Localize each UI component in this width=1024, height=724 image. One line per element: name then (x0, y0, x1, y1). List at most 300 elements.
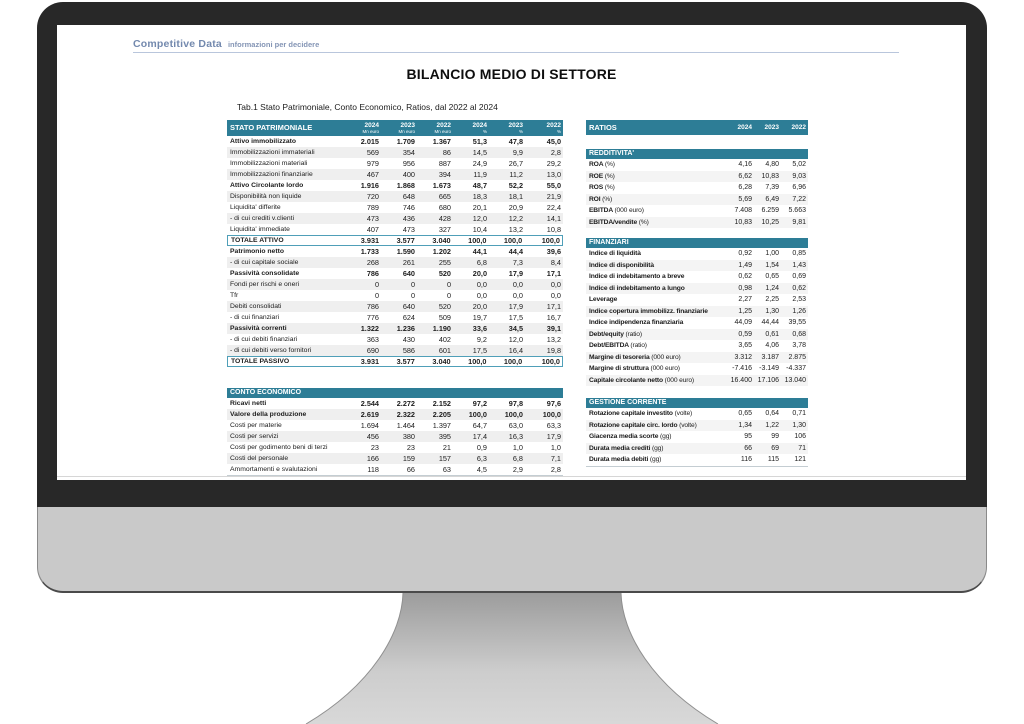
cell-value: 2.619 (360, 410, 379, 419)
column-year: 2024 (737, 124, 752, 131)
row-label: Disponibilità non liquide (230, 193, 302, 200)
cell-value: 10,8 (546, 225, 561, 234)
cell-value: 7,39 (765, 184, 779, 191)
row-label-suffix: (ratio) (630, 342, 647, 349)
cell-value: 14,1 (546, 214, 561, 223)
cell-value: 20,9 (508, 203, 523, 212)
table-row (586, 182, 808, 194)
cell-value: 3.577 (396, 357, 415, 366)
column-unit: % (556, 128, 561, 134)
cell-value: 7,1 (550, 454, 561, 463)
cell-value: 690 (366, 346, 379, 355)
column-header (345, 120, 381, 136)
cell-value: 2.205 (432, 410, 451, 419)
cell-value: 100,0 (541, 357, 560, 366)
row-label: Costi per materie (230, 422, 282, 429)
table-row (227, 246, 563, 257)
table-row (586, 283, 808, 295)
cell-value: 9,2 (476, 335, 487, 344)
table-row (586, 454, 808, 466)
table-header-bar (227, 120, 563, 136)
cell-value: 44,09 (734, 319, 752, 326)
table-row (586, 363, 808, 375)
table-title: STATO PATRIMONIALE (230, 123, 313, 132)
row-label-suffix: (volte) (674, 410, 693, 417)
cell-value: 17,9 (546, 432, 561, 441)
sheet-bottom-edge (57, 476, 966, 477)
cell-value: 100,0 (542, 410, 561, 419)
cell-value: 16,3 (508, 432, 523, 441)
table-row (227, 268, 563, 279)
table-subtitle: Tab.1 Stato Patrimoniale, Conto Economico, Ratios, dal 2022 al 2024 (237, 102, 498, 112)
cell-value: 9,03 (792, 172, 806, 180)
row-label: Immobilizzazioni immateriali (230, 149, 315, 156)
row-label-suffix: (volte) (679, 421, 697, 429)
cell-value: 11,2 (509, 170, 523, 179)
cell-value: 4,80 (765, 161, 779, 168)
row-label: TOTALE ATTIVO (231, 237, 284, 244)
section-title: FINANZIARI (586, 238, 808, 248)
cell-value: 97,6 (546, 399, 561, 408)
cell-value: 509 (438, 313, 451, 322)
table-row (586, 260, 808, 272)
cell-value: 6,62 (738, 172, 752, 180)
table-row (586, 306, 808, 318)
cell-value: 5,02 (792, 161, 806, 168)
cell-value: 255 (438, 258, 451, 267)
cell-value: 116 (740, 456, 752, 463)
cell-value: 473 (366, 214, 379, 223)
row-label-suffix: (gg) (660, 433, 672, 440)
table-row (227, 442, 563, 453)
cell-value: 11,9 (473, 170, 487, 179)
cell-value: 0,68 (792, 330, 806, 338)
cell-value: 100,0 (468, 357, 487, 366)
row-label: Ricavi netti (230, 400, 267, 407)
row-label-suffix: (000 euro) (664, 376, 694, 384)
cell-value: 1,54 (765, 261, 779, 269)
column-unit: % (482, 128, 487, 134)
cell-value: 601 (438, 346, 451, 355)
cell-value: 1,0 (550, 443, 561, 452)
row-label: Margine di struttura (000 euro) (589, 365, 680, 372)
cell-value: 26,7 (508, 159, 523, 168)
cell-value: 9,81 (792, 218, 806, 226)
cell-value: 0,71 (792, 410, 806, 417)
cell-value: 17,5 (508, 313, 523, 322)
cell-value: 363 (366, 335, 379, 344)
cell-value: 680 (438, 203, 451, 212)
row-label: Indice di indebitamento a breve (589, 273, 685, 280)
cell-value: -4.337 (786, 365, 806, 372)
cell-value: 51,3 (472, 137, 487, 146)
cell-value: 44,1 (472, 247, 487, 256)
table-row (227, 224, 563, 235)
cell-value: 44,4 (508, 247, 523, 256)
cell-value: 71 (798, 444, 806, 452)
cell-value: 95 (744, 433, 752, 440)
row-label: Indice di liquidità (589, 250, 641, 257)
cell-value: 0 (410, 291, 415, 300)
column-year: 2023 (508, 121, 523, 129)
cell-value: 17,9 (508, 302, 523, 311)
cell-value: 640 (402, 269, 415, 278)
row-label: Fondi per rischi e oneri (230, 281, 300, 288)
table-row (227, 301, 563, 312)
row-label: TOTALE PASSIVO (231, 358, 290, 365)
cell-value: 3.312 (734, 353, 752, 361)
cell-value: 789 (366, 203, 379, 212)
table-row (586, 271, 808, 283)
cell-value: -7.416 (732, 365, 752, 372)
row-label: Immobilizzazioni materiali (230, 160, 308, 167)
cell-value: 436 (402, 214, 415, 223)
cell-value: 17,1 (546, 269, 561, 278)
cell-value: 6,8 (476, 258, 487, 267)
cell-value: 473 (402, 225, 415, 234)
row-label: Costi del personale (230, 455, 289, 462)
row-label: Capitale circolante netto (000 euro) (589, 376, 694, 384)
cell-value: 10,25 (761, 218, 779, 226)
table-row (227, 180, 563, 191)
cell-value: 0,62 (738, 273, 752, 280)
column-year: 2022 (436, 121, 451, 129)
cell-value: 5.663 (788, 207, 806, 214)
cell-value: 100,0 (504, 410, 523, 419)
cell-value: 45,0 (546, 137, 561, 146)
table-row (586, 294, 808, 306)
cell-value: 0,65 (738, 410, 752, 417)
cell-value: 17,4 (472, 432, 487, 441)
cell-value: 166 (366, 454, 379, 463)
cell-value: 2.875 (788, 353, 806, 361)
cell-value: 6,96 (792, 184, 806, 191)
table-row (227, 409, 563, 420)
cell-value: 956 (402, 159, 415, 168)
cell-value: 380 (402, 432, 415, 441)
cell-value: 64,7 (472, 421, 487, 430)
table-row (586, 248, 808, 260)
cell-value: 99 (771, 433, 779, 440)
row-label: Indice indipendenza finanziaria (589, 319, 684, 326)
cell-value: 0 (374, 280, 379, 289)
cell-value: 86 (442, 148, 451, 157)
table-row (227, 453, 563, 464)
cell-value: 776 (366, 313, 379, 322)
column-year: 2023 (400, 121, 415, 129)
cell-value: 16.400 (730, 376, 752, 384)
cell-value: 16,4 (508, 346, 523, 355)
row-label: Attivo Circolante lordo (230, 182, 304, 189)
cell-value: 402 (438, 335, 451, 344)
row-label: - di cui crediti v.clienti (230, 215, 295, 222)
cell-value: 7,3 (512, 258, 523, 267)
cell-value: 63,3 (546, 421, 561, 430)
cell-value: 3,78 (792, 342, 806, 349)
cell-value: 887 (438, 159, 451, 168)
cell-value: 23 (406, 443, 415, 452)
cell-value: 6.259 (761, 207, 779, 214)
row-label-suffix: (%) (638, 218, 649, 226)
cell-value: 10,83 (734, 218, 752, 226)
row-label: Indice di disponibilità (589, 261, 654, 269)
cell-value: 100,0 (503, 236, 523, 245)
table-row (227, 323, 563, 334)
row-label: Ammortamenti e svalutazioni (230, 466, 318, 473)
row-label: ROA (%) (589, 161, 615, 168)
row-label: Indice copertura immobilizz. finanziarie (589, 307, 708, 315)
cell-value: 10,4 (472, 225, 487, 234)
cell-value: 9,9 (512, 148, 523, 157)
row-label: EBITDA/vendite (%) (589, 218, 649, 226)
cell-value: 720 (366, 192, 379, 201)
cell-value: 4,5 (476, 465, 487, 474)
cell-value: 979 (366, 159, 379, 168)
cell-value: 569 (366, 148, 379, 157)
cell-value: 20,0 (472, 302, 487, 311)
table-row (227, 464, 563, 475)
row-label: Valore della produzione (230, 411, 307, 418)
table-row (586, 375, 808, 387)
table-row (586, 171, 808, 183)
cell-value: 354 (402, 148, 415, 157)
cell-value: 97,2 (472, 399, 487, 408)
row-label: ROE (%) (589, 172, 615, 180)
cell-value: 746 (402, 203, 415, 212)
cell-value: 3.577 (396, 236, 415, 245)
table-row (227, 290, 563, 301)
cell-value: 20,1 (472, 203, 487, 212)
row-label: Costi per godimento beni di terzi (230, 444, 328, 451)
table-row (227, 158, 563, 169)
cell-value: 1,26 (792, 307, 806, 315)
row-label: - di cui capitale sociale (230, 259, 299, 266)
column-year: 2022 (546, 121, 561, 129)
monitor-chin (37, 507, 987, 593)
cell-value: 6,28 (738, 184, 752, 191)
cell-value: 12,0 (472, 214, 487, 223)
cell-value: 19,7 (472, 313, 487, 322)
row-label: ROS (%) (589, 184, 615, 191)
cell-value: 13,2 (508, 225, 523, 234)
cell-value: 1.733 (360, 247, 379, 256)
cell-value: 0,0 (476, 280, 487, 289)
row-label-suffix: (gg) (652, 444, 664, 452)
row-label: Durata media debiti (gg) (589, 456, 662, 463)
cell-value: 394 (438, 170, 451, 179)
cell-value: 1,00 (765, 250, 779, 257)
row-label-suffix: (%) (604, 184, 615, 191)
cell-value: 640 (402, 302, 415, 311)
cell-value: 7,22 (792, 195, 806, 203)
row-label: Liquidita' immediate (230, 226, 290, 233)
row-label: Debt/equity (ratio) (589, 330, 642, 338)
table-title: RATIOS (589, 123, 617, 132)
row-label-suffix: (ratio) (625, 330, 642, 338)
row-label: Patrimonio netto (230, 248, 284, 255)
cell-value: 0,65 (765, 273, 779, 280)
row-label: Debt/EBITDA (ratio) (589, 342, 647, 349)
row-label: Tfr (230, 292, 239, 299)
cell-value: 624 (402, 313, 415, 322)
row-label: - di cui finanziari (230, 314, 280, 321)
cell-value: 327 (438, 225, 451, 234)
cell-value: 3.040 (432, 357, 451, 366)
cell-value: 1.322 (360, 324, 379, 333)
cell-value: 100,0 (541, 236, 560, 245)
cell-value: 268 (366, 258, 379, 267)
cell-value: 21 (442, 443, 451, 452)
cell-value: 467 (366, 170, 379, 179)
cell-value: 0 (410, 280, 415, 289)
cell-value: 1.916 (360, 181, 379, 190)
cell-value: 6,49 (765, 195, 779, 203)
row-label-suffix: (000 euro) (651, 353, 681, 361)
cell-value: 395 (438, 432, 451, 441)
cell-value: 6,8 (512, 454, 523, 463)
cell-value: 1.202 (432, 247, 451, 256)
row-label-suffix: (%) (602, 195, 613, 203)
cell-value: 428 (438, 214, 451, 223)
cell-value: 121 (794, 456, 806, 463)
cell-value: 0 (446, 280, 451, 289)
cell-value: 0,98 (738, 284, 752, 292)
monitor-screen (57, 25, 966, 480)
table-row (227, 213, 563, 224)
ratios-section (586, 398, 808, 467)
cell-value: 13.040 (784, 376, 806, 384)
table-row (227, 345, 563, 356)
cell-value: 6,3 (476, 454, 487, 463)
cell-value: 18,1 (508, 192, 523, 201)
table-header-bar (586, 120, 808, 135)
row-label: Costi per servizi (230, 433, 279, 440)
table-row (586, 408, 808, 420)
conto-economico-table (227, 388, 563, 476)
row-label-suffix: (%) (604, 161, 615, 168)
cell-value: 1,43 (792, 261, 806, 269)
cell-value: 20,0 (472, 269, 487, 278)
cell-value: 1.709 (396, 137, 415, 146)
cell-value: 17,5 (472, 346, 487, 355)
cell-value: 1.397 (432, 421, 451, 430)
cell-value: 1,24 (765, 284, 779, 292)
cell-value: 1,22 (765, 421, 779, 429)
cell-value: 97,8 (508, 399, 523, 408)
cell-value: 0 (446, 291, 451, 300)
row-label: Rotazione capitale investito (volte) (589, 410, 693, 417)
cell-value: 786 (366, 302, 379, 311)
cell-value: 3,65 (738, 342, 752, 349)
monitor (37, 2, 987, 593)
cell-value: 407 (366, 225, 379, 234)
cell-value: 1.236 (396, 324, 415, 333)
table-row (227, 235, 563, 246)
column-unit: Mn euro (362, 128, 379, 134)
cell-value: 23 (370, 443, 379, 452)
brand-rule (133, 52, 899, 53)
cell-value: 786 (366, 269, 379, 278)
cell-value: 2,9 (512, 465, 523, 474)
row-label: - di cui debiti verso fornitori (230, 347, 312, 354)
cell-value: 100,0 (468, 410, 487, 419)
cell-value: 0 (374, 291, 379, 300)
table-row (227, 191, 563, 202)
ratios-section (586, 238, 808, 386)
section-title: GESTIONE CORRENTE (586, 398, 808, 408)
table-row (586, 340, 808, 352)
table-row (227, 356, 563, 367)
cell-value: 29,2 (546, 159, 561, 168)
table-row (586, 431, 808, 443)
cell-value: 115 (767, 456, 779, 463)
cell-value: 2,27 (738, 296, 752, 303)
cell-value: 10,83 (761, 172, 779, 180)
table-row (586, 217, 808, 229)
table-row (586, 352, 808, 364)
cell-value: 0,59 (738, 330, 752, 338)
row-label: Attivo immobilizzato (230, 138, 297, 145)
cell-value: 2.272 (396, 399, 415, 408)
cell-value: 17.106 (757, 376, 779, 384)
section-title: REDDITIVITA' (586, 149, 808, 159)
cell-value: 21,9 (546, 192, 561, 201)
row-label: Liquidita' differite (230, 204, 281, 211)
column-header (489, 120, 525, 136)
column-header (453, 120, 489, 136)
cell-value: 1.190 (432, 324, 451, 333)
row-label: Margine di tesoreria (000 euro) (589, 353, 681, 361)
table-row (586, 317, 808, 329)
cell-value: 1.464 (396, 421, 415, 430)
column-header (381, 120, 417, 136)
page-title: BILANCIO MEDIO DI SETTORE (406, 66, 617, 82)
cell-value: 2.152 (432, 399, 451, 408)
cell-value: 66 (406, 465, 415, 474)
row-label-suffix: (000 euro) (614, 207, 644, 214)
table-row (227, 398, 563, 409)
column-year: 2024 (364, 121, 379, 129)
cell-value: 665 (438, 192, 451, 201)
cell-value: 55,0 (546, 181, 561, 190)
cell-value: 261 (402, 258, 415, 267)
brand-logo: Competitive Data (133, 38, 222, 50)
cell-value: 1.673 (432, 181, 451, 190)
cell-value: 47,8 (508, 137, 523, 146)
cell-value: 39,1 (546, 324, 561, 333)
cell-value: 0,69 (792, 273, 806, 280)
row-label: Passività correnti (230, 325, 287, 332)
cell-value: 17,1 (546, 302, 561, 311)
cell-value: 3.931 (360, 236, 380, 245)
cell-value: 1,25 (738, 307, 752, 315)
column-unit: Mn euro (434, 128, 451, 134)
cell-value: 400 (402, 170, 415, 179)
cell-value: 24,9 (472, 159, 487, 168)
cell-value: 18,3 (472, 192, 487, 201)
cell-value: 12,2 (508, 214, 523, 223)
column-year: 2024 (472, 121, 487, 129)
table-row (586, 443, 808, 455)
cell-value: 2,8 (550, 465, 561, 474)
cell-value: 0,9 (476, 443, 487, 452)
table-row (227, 279, 563, 290)
brand-tagline: informazioni per decidere (227, 40, 320, 49)
column-unit: % (518, 128, 523, 134)
ratios-table (586, 120, 808, 467)
cell-value: -3.149 (759, 365, 779, 372)
table-row (586, 159, 808, 171)
